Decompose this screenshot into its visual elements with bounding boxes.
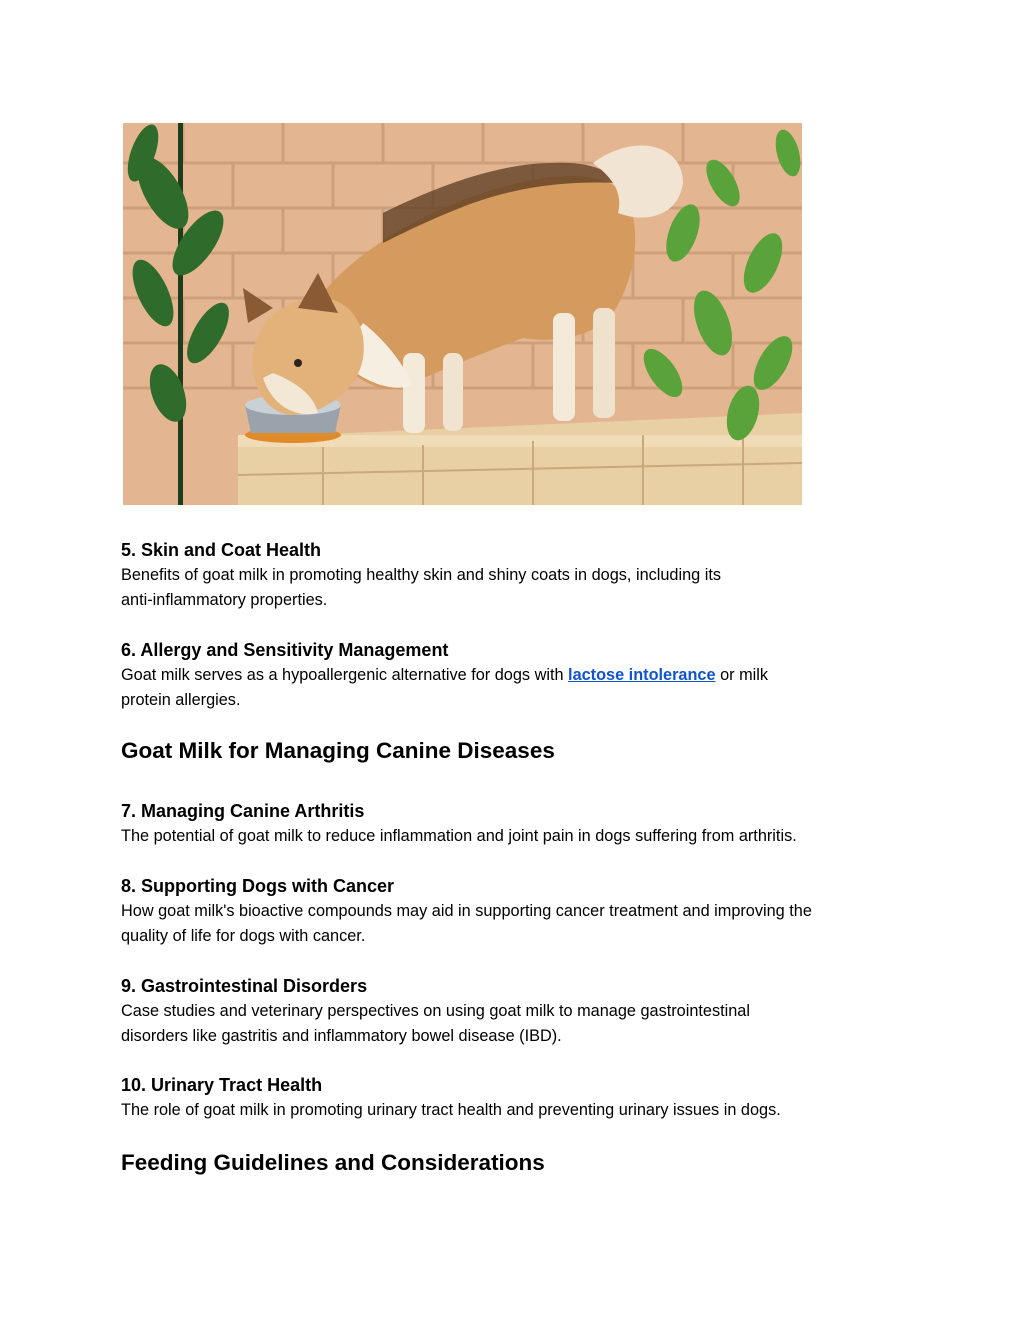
dog-drinking-photo bbox=[123, 123, 802, 505]
section-allergy bbox=[121, 638, 921, 713]
section-title: 8. Supporting Dogs with Cancer bbox=[121, 876, 395, 896]
section-heading: Goat Milk for Managing Canine Diseases bbox=[121, 738, 555, 763]
heading-diseases bbox=[121, 736, 921, 766]
section-title: 7. Managing Canine Arthritis bbox=[121, 801, 365, 821]
section-title: 5. Skin and Coat Health bbox=[121, 540, 322, 560]
section-arthritis bbox=[121, 799, 921, 849]
section-text-line: Case studies and veterinary perspectives on using goat milk to manage gastrointestinal bbox=[121, 1002, 750, 1020]
lactose-intolerance-link[interactable]: lactose intolerance bbox=[568, 666, 716, 684]
section-text-line: The role of goat milk in promoting urinary tract health and preventing urinary issues in dogs. bbox=[121, 1101, 781, 1119]
section-title: 6. Allergy and Sensitivity Management bbox=[121, 640, 449, 660]
section-text-line: disorders like gastritis and inflammatory bowel disease (IBD). bbox=[121, 1027, 562, 1045]
section-text-line bbox=[121, 663, 921, 688]
section-heading: Feeding Guidelines and Considerations bbox=[121, 1150, 545, 1175]
section-text-line: protein allergies. bbox=[121, 691, 241, 709]
section-title: 9. Gastrointestinal Disorders bbox=[121, 976, 368, 996]
section-gastrointestinal bbox=[121, 974, 921, 1049]
section-text-line: The potential of goat milk to reduce inflammation and joint pain in dogs suffering from arthritis. bbox=[121, 827, 797, 845]
section-urinary bbox=[121, 1073, 921, 1123]
section-text-line: quality of life for dogs with cancer. bbox=[121, 927, 366, 945]
heading-feeding bbox=[121, 1148, 921, 1178]
section-title: 10. Urinary Tract Health bbox=[121, 1075, 323, 1095]
section-cancer bbox=[121, 874, 921, 949]
text-before-link: Goat milk serves as a hypoallergenic alternative for dogs with bbox=[121, 666, 569, 684]
section-skin-coat bbox=[121, 538, 921, 613]
text-after-link: or milk bbox=[715, 666, 769, 684]
section-text-line: How goat milk's bioactive compounds may aid in supporting cancer treatment and improving the bbox=[121, 902, 812, 920]
section-text-line: anti-inflammatory properties. bbox=[121, 591, 328, 609]
section-text-line: Benefits of goat milk in promoting healthy skin and shiny coats in dogs, including its bbox=[121, 566, 722, 584]
